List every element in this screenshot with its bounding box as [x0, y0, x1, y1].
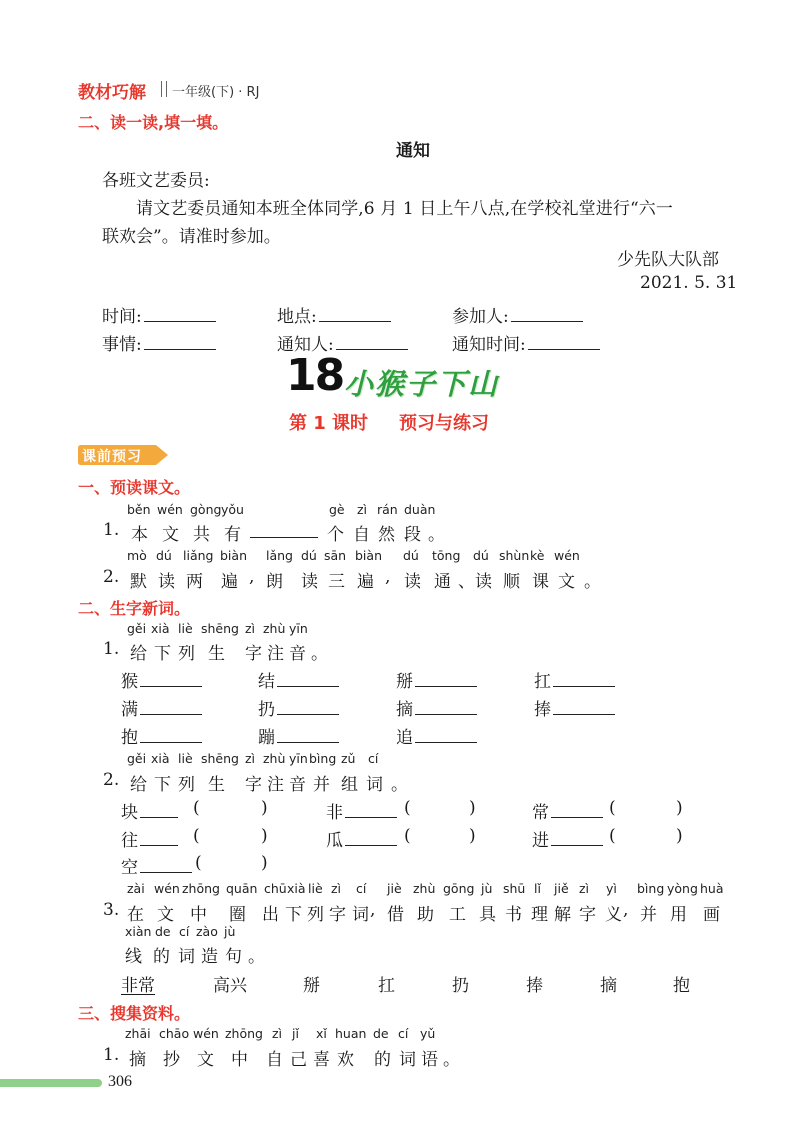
text-char: 文: [157, 905, 174, 925]
text-char: 列: [178, 775, 195, 795]
field-place-label: 地点:: [277, 307, 317, 327]
char: 进: [532, 831, 549, 851]
pinyin: zào: [196, 924, 218, 939]
text-char: ,: [370, 900, 376, 920]
item-number: 2.: [103, 567, 120, 587]
paren-left[interactable]: (: [404, 798, 411, 818]
text-char: 造: [201, 947, 218, 967]
text-char: 下: [154, 775, 171, 795]
section-heading-preread: 一、预读课文。: [78, 478, 191, 497]
field-place[interactable]: [277, 302, 391, 327]
text-char: 注: [267, 775, 284, 795]
word-field[interactable]: [326, 798, 397, 823]
text-char: 助: [417, 905, 434, 925]
text-char: 列: [178, 644, 195, 664]
field-time[interactable]: [102, 302, 216, 327]
text-char: 出: [262, 905, 279, 925]
pinyin: quān: [226, 881, 258, 896]
pinyin: cí: [368, 751, 379, 766]
text-char: 顺: [503, 572, 520, 592]
text-char: 文: [197, 1050, 214, 1070]
char-field[interactable]: [534, 695, 615, 720]
pinyin-blank[interactable]: [277, 698, 339, 715]
pinyin: jù: [481, 881, 493, 896]
text-char: 然: [378, 525, 395, 545]
text-char: 语: [421, 1050, 438, 1070]
pinyin: shēng: [201, 751, 239, 766]
paren-left[interactable]: (: [195, 853, 202, 873]
word-field[interactable]: [532, 826, 603, 851]
field-matter-label: 事情:: [102, 335, 142, 355]
pinyin: liè: [178, 751, 193, 766]
text-char: 词: [399, 1050, 416, 1070]
pinyin: jù: [224, 924, 236, 939]
pinyin-blank[interactable]: [277, 726, 339, 743]
pinyin: cí: [398, 1026, 409, 1041]
pinyin-blank[interactable]: [415, 726, 477, 743]
text-char: 具: [479, 905, 496, 925]
pinyin: zhōng: [182, 881, 220, 896]
text-char: 文: [558, 572, 575, 592]
pinyin: xià: [287, 881, 306, 896]
pinyin: gōng: [443, 881, 475, 896]
paren-right: ): [469, 798, 476, 818]
paren-left[interactable]: (: [193, 798, 200, 818]
char-field[interactable]: [121, 667, 202, 692]
text-char: 句: [225, 947, 242, 967]
char-field[interactable]: [258, 723, 339, 748]
pinyin: liè: [308, 881, 323, 896]
text-char: 三: [328, 572, 345, 592]
char: 扛: [534, 672, 551, 692]
pinyin: xià: [151, 751, 170, 766]
text-char: 自: [266, 1050, 283, 1070]
text-char: 课: [532, 572, 549, 592]
text-char: 线: [125, 947, 142, 967]
pre-study-badge: [76, 444, 170, 466]
pinyin-blank[interactable]: [551, 829, 603, 846]
word-field[interactable]: [532, 798, 603, 823]
pinyin: liǎng: [183, 548, 214, 563]
pinyin: cí: [179, 924, 190, 939]
text-char: 生: [208, 775, 225, 795]
pinyin-blank[interactable]: [415, 670, 477, 687]
text-char: 默: [130, 572, 147, 592]
text-char: 用: [670, 905, 687, 925]
text-char: 段: [404, 525, 421, 545]
item-number: 1.: [103, 1045, 120, 1065]
text-char: 自: [353, 525, 370, 545]
word: 高兴: [213, 976, 247, 996]
item-number: 1.: [103, 639, 120, 659]
text-char: 工: [449, 905, 466, 925]
pinyin: de: [373, 1026, 389, 1041]
section-heading-read-fill: 二、读一读,填一填。: [78, 113, 229, 132]
grade-label: 一年级(下) · RJ: [172, 85, 260, 100]
field-matter-blank[interactable]: [144, 333, 216, 350]
text-char: 。: [428, 525, 445, 545]
section-heading-collect: 三、搜集资料。: [78, 1004, 191, 1023]
pinyin-blank[interactable]: [345, 829, 397, 846]
text-char: 。: [584, 572, 601, 592]
pinyin: gěi: [127, 751, 147, 766]
paren-right: ): [261, 798, 268, 818]
word-field[interactable]: [326, 826, 397, 851]
text-char: 的: [153, 947, 170, 967]
text-char: 注: [267, 644, 284, 664]
text-char: 字: [329, 905, 346, 925]
paren-left[interactable]: (: [609, 826, 616, 846]
char: 常: [532, 803, 549, 823]
char: 满: [121, 700, 138, 720]
pinyin: běn: [127, 502, 151, 517]
pinyin-blank[interactable]: [277, 670, 339, 687]
text-char: 在: [127, 905, 144, 925]
text-char: 解: [554, 905, 571, 925]
char-field[interactable]: [396, 695, 477, 720]
pinyin: dú: [301, 548, 317, 563]
char: 非: [326, 803, 343, 823]
pinyin: biàn: [355, 548, 382, 563]
char-field[interactable]: [121, 695, 202, 720]
notice-signer: 少先队大队部: [617, 250, 719, 270]
lesson-title: 小猴子下山: [344, 367, 500, 401]
text-char: 喜: [313, 1050, 330, 1070]
pinyin-blank[interactable]: [551, 801, 603, 818]
footer-bar: [0, 1079, 102, 1087]
text-char: 读: [404, 572, 421, 592]
pinyin-blank[interactable]: [140, 829, 178, 846]
char: 猴: [121, 672, 138, 692]
pinyin: bìng: [637, 881, 665, 896]
text-char: ,: [385, 567, 391, 587]
notice-body-line1: 请文艺委员通知本班全体同学,6 月 1 日上午八点,在学校礼堂进行“六一: [136, 199, 673, 219]
pinyin-blank[interactable]: [553, 670, 615, 687]
pinyin: yǒu: [221, 502, 244, 517]
pinyin: sān: [324, 548, 347, 563]
pinyin: zì: [245, 751, 256, 766]
pinyin-blank[interactable]: [553, 698, 615, 715]
word: 摘: [600, 976, 617, 996]
field-notice-time-blank[interactable]: [528, 333, 600, 350]
pinyin: wén: [157, 502, 183, 517]
text-char: 词: [366, 775, 383, 795]
field-notice-time[interactable]: [452, 330, 600, 355]
pinyin: dú: [156, 548, 172, 563]
word-field[interactable]: [121, 826, 178, 851]
text-char: 组: [341, 775, 358, 795]
lesson-subtitle: 预习与练习: [399, 413, 489, 434]
char-field[interactable]: [258, 667, 339, 692]
text-char: 读: [301, 572, 318, 592]
text-char: 下: [154, 644, 171, 664]
text-char: ,: [623, 900, 629, 920]
char: 块: [121, 803, 138, 823]
text-char: 音: [289, 644, 306, 664]
pinyin: shēng: [201, 621, 239, 636]
char: 抱: [121, 728, 138, 748]
pinyin: wén: [554, 548, 580, 563]
underlined-word: 非常: [121, 976, 155, 996]
pinyin: huan: [335, 1026, 367, 1041]
text-char: 中: [231, 1050, 248, 1070]
text-char: 摘: [129, 1050, 146, 1070]
field-participants-blank[interactable]: [511, 305, 583, 322]
text-char: 给: [130, 644, 147, 664]
text-char: 读: [158, 572, 175, 592]
pinyin: liè: [178, 621, 193, 636]
pinyin: wén: [154, 881, 180, 896]
pinyin: biàn: [220, 548, 247, 563]
text-char: 朗: [266, 572, 283, 592]
answer-blank[interactable]: [250, 521, 318, 538]
lesson-period: 第 1 课时: [289, 413, 369, 434]
pinyin: zhù: [263, 751, 286, 766]
char: 捧: [534, 700, 551, 720]
notice-salutation: 各班文艺委员:: [102, 171, 210, 191]
pinyin: cí: [356, 881, 367, 896]
pinyin-blank[interactable]: [140, 670, 202, 687]
text-char: 两: [186, 572, 203, 592]
field-notifier-label: 通知人:: [277, 335, 334, 355]
pinyin: zì: [331, 881, 342, 896]
pinyin: jiè: [387, 881, 402, 896]
char-field[interactable]: [258, 695, 339, 720]
char: 空: [121, 858, 138, 878]
text-char: 画: [703, 905, 720, 925]
text-char: 中: [190, 905, 207, 925]
pinyin: zì: [579, 881, 590, 896]
text-char: 个: [327, 525, 344, 545]
paren-right: ): [676, 826, 683, 846]
pinyin: wén: [193, 1026, 219, 1041]
pinyin: rán: [377, 502, 398, 517]
text-char: 。: [248, 947, 265, 967]
char: 扔: [258, 700, 275, 720]
char-field[interactable]: [121, 723, 202, 748]
char: 追: [396, 728, 413, 748]
paren-left[interactable]: (: [404, 826, 411, 846]
text-char: 。: [391, 775, 408, 795]
pinyin: duàn: [404, 502, 436, 517]
text-char: 理: [531, 905, 548, 925]
pinyin: xiàn: [125, 924, 152, 939]
pinyin: gòng: [190, 502, 222, 517]
word-field[interactable]: [121, 798, 178, 823]
item-number: 3.: [103, 900, 120, 920]
text-char: 遍: [221, 572, 238, 592]
text-char: 生: [208, 644, 225, 664]
char: 瓜: [326, 831, 343, 851]
pinyin: shū: [503, 881, 526, 896]
pinyin: dú: [403, 548, 419, 563]
text-char: 读: [475, 572, 492, 592]
char: 蹦: [258, 728, 275, 748]
field-matter[interactable]: [102, 330, 216, 355]
lesson-number: 18: [286, 350, 344, 401]
text-char: 字: [245, 775, 262, 795]
pinyin: zì: [272, 1026, 283, 1041]
field-notice-time-label: 通知时间:: [452, 335, 526, 355]
pinyin: de: [155, 924, 171, 939]
paren-left[interactable]: (: [193, 826, 200, 846]
pinyin: kè: [530, 548, 545, 563]
pinyin: zhāi: [125, 1026, 151, 1041]
pinyin: xǐ: [316, 1026, 327, 1041]
char-field[interactable]: [534, 667, 615, 692]
word: 掰: [303, 976, 320, 996]
pinyin-blank[interactable]: [140, 726, 202, 743]
word: 扛: [378, 976, 395, 996]
field-place-blank[interactable]: [319, 305, 391, 322]
pinyin-blank[interactable]: [415, 698, 477, 715]
pinyin-blank[interactable]: [345, 801, 397, 818]
text-char: 词: [178, 947, 195, 967]
char: 往: [121, 831, 138, 851]
text-char: 并: [313, 775, 330, 795]
pinyin-blank[interactable]: [140, 698, 202, 715]
page-number: 306: [108, 1073, 132, 1090]
text-char: 、: [458, 572, 475, 592]
text-char: 抄: [163, 1050, 180, 1070]
pinyin: yòng: [667, 881, 698, 896]
text-char: 有: [224, 525, 241, 545]
text-char: 给: [130, 775, 147, 795]
field-time-label: 时间:: [102, 307, 142, 327]
field-time-blank[interactable]: [144, 305, 216, 322]
text-char: 遍: [357, 572, 374, 592]
field-participants[interactable]: [452, 302, 583, 327]
text-char: 字: [245, 644, 262, 664]
text-char: 书: [505, 905, 522, 925]
pinyin: chāo: [159, 1026, 190, 1041]
text-char: 并: [640, 905, 657, 925]
text-char: 义: [605, 905, 622, 925]
field-participants-label: 参加人:: [452, 307, 509, 327]
text-char: 音: [289, 775, 306, 795]
text-char: 圈: [229, 905, 246, 925]
pinyin: shùn: [499, 548, 530, 563]
pinyin: zhù: [413, 881, 436, 896]
section-heading-new-words: 二、生字新词。: [78, 599, 191, 618]
pinyin: lǎng: [266, 548, 293, 563]
word: 捧: [526, 976, 543, 996]
text-char: 本: [131, 525, 148, 545]
pinyin-blank[interactable]: [140, 856, 192, 873]
text-char: ,: [249, 567, 255, 587]
badge-label: 课前预习: [82, 449, 142, 465]
paren-right: ): [469, 826, 476, 846]
char: 摘: [396, 700, 413, 720]
pinyin: gěi: [127, 621, 147, 636]
notice-title: 通知: [396, 141, 430, 161]
text-char: 己: [290, 1050, 307, 1070]
word: 扔: [452, 976, 469, 996]
pinyin: mò: [127, 548, 147, 563]
header-divider: [161, 81, 167, 97]
pinyin: bìng: [309, 751, 337, 766]
pinyin: dú: [473, 548, 489, 563]
text-char: 下: [285, 905, 302, 925]
text-char: 借: [387, 905, 404, 925]
field-notifier-blank[interactable]: [336, 333, 408, 350]
pinyin: zì: [357, 502, 368, 517]
paren-right: ): [261, 853, 268, 873]
pinyin-blank[interactable]: [140, 801, 178, 818]
pinyin: zǔ: [341, 751, 356, 766]
text-char: 共: [193, 525, 210, 545]
paren-right: ): [261, 826, 268, 846]
text-char: 词: [352, 905, 369, 925]
item-number: 1.: [103, 520, 120, 540]
char: 掰: [396, 672, 413, 692]
notice-date: 2021. 5. 31: [640, 273, 738, 293]
pinyin: zì: [245, 621, 256, 636]
text-char: 文: [162, 525, 179, 545]
text-char: 。: [443, 1050, 460, 1070]
char-field[interactable]: [396, 667, 477, 692]
pinyin: gè: [329, 502, 345, 517]
pinyin: jǐ: [292, 1026, 299, 1041]
notice-body-line2: 联欢会”。请准时参加。: [102, 227, 281, 247]
pinyin: zài: [127, 881, 145, 896]
word-field[interactable]: [121, 853, 192, 878]
book-title: 教材巧解: [78, 83, 146, 103]
pinyin: chū: [264, 881, 287, 896]
pinyin: zhù: [263, 621, 286, 636]
word: 抱: [673, 976, 690, 996]
char: 结: [258, 672, 275, 692]
pinyin: yīn: [289, 751, 308, 766]
paren-right: ): [676, 798, 683, 818]
char-field[interactable]: [396, 723, 477, 748]
text-char: 欢: [337, 1050, 354, 1070]
text-char: 。: [311, 644, 328, 664]
pinyin: yì: [606, 881, 617, 896]
paren-left[interactable]: (: [609, 798, 616, 818]
text-char: 的: [374, 1050, 391, 1070]
pinyin: yīn: [289, 621, 308, 636]
item-number: 2.: [103, 770, 120, 790]
text-char: 字: [579, 905, 596, 925]
pinyin: yǔ: [420, 1026, 436, 1041]
pinyin: jiě: [554, 881, 569, 896]
pinyin: tōng: [432, 548, 461, 563]
text-char: 列: [307, 905, 324, 925]
pinyin: zhōng: [225, 1026, 263, 1041]
text-char: 通: [434, 572, 451, 592]
pinyin: xià: [151, 621, 170, 636]
pinyin: huà: [700, 881, 724, 896]
pinyin: lǐ: [534, 881, 541, 896]
